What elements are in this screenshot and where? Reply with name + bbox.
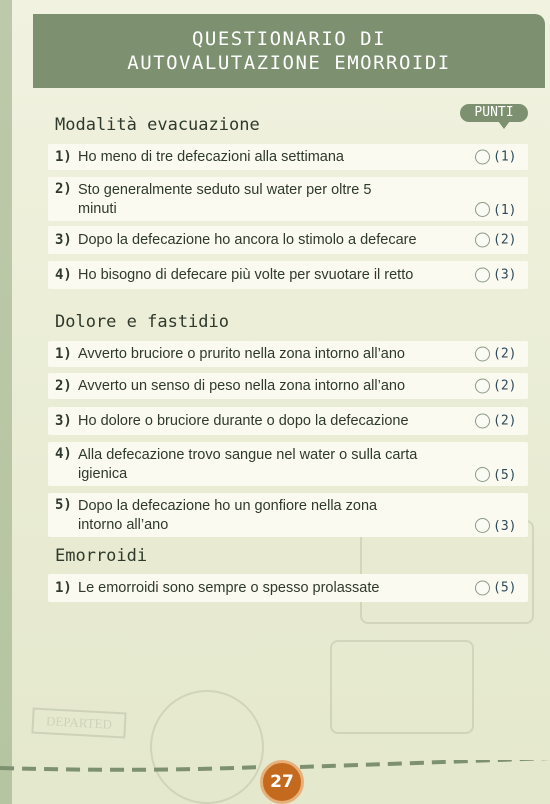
question-points: (3) <box>493 267 517 283</box>
question-text: Avverto bruciore o prurito nella zona intorno all’ano <box>78 346 405 362</box>
question-number: 3) <box>55 232 72 248</box>
question-row[interactable] <box>48 442 528 486</box>
question-text: Alla defecazione trovo sangue nel water o sulla carta igienica <box>78 447 418 482</box>
question-text: Le emorroidi sono sempre o spesso prolassate <box>78 580 380 596</box>
question-points: (5) <box>493 580 517 596</box>
question-row[interactable] <box>48 226 528 254</box>
question-row[interactable] <box>48 144 528 170</box>
question-number: 1) <box>55 346 72 362</box>
checkbox-circle-icon[interactable] <box>475 467 490 482</box>
question-row[interactable] <box>48 341 528 367</box>
question-points: (2) <box>493 346 517 362</box>
question-text: Dopo la defecazione ho un gonfiore nella zona intorno all’ano <box>78 498 378 533</box>
checkbox-circle-icon[interactable] <box>475 268 490 283</box>
question-text: Dopo la defecazione ho ancora lo stimolo a defecare <box>78 232 417 248</box>
question-points: (2) <box>493 413 517 429</box>
section-title-evacuazione: Modalità evacuazione <box>55 115 260 135</box>
question-number: 3) <box>55 413 72 429</box>
question-number: 1) <box>55 149 72 165</box>
question-points: (5) <box>493 468 517 483</box>
question-row[interactable] <box>48 407 528 435</box>
bg-stamp <box>150 690 264 804</box>
question-number: 4) <box>55 446 72 462</box>
question-number: 5) <box>55 497 72 513</box>
question-number: 1) <box>55 580 72 596</box>
question-points: (2) <box>493 378 517 394</box>
checkbox-circle-icon[interactable] <box>475 414 490 429</box>
question-text: Ho bisogno di defecare più volte per svuotare il retto <box>78 267 414 283</box>
checkbox-circle-icon[interactable] <box>475 233 490 248</box>
page-number-badge: 27 <box>260 760 304 804</box>
question-points: (1) <box>493 149 517 165</box>
page-title <box>33 14 545 88</box>
question-points: (1) <box>493 203 517 218</box>
question-row[interactable] <box>48 574 528 602</box>
punti-badge: PUNTI <box>460 104 528 122</box>
departed-stamp: DEPARTED <box>31 708 126 739</box>
question-row[interactable] <box>48 373 528 399</box>
checkbox-circle-icon[interactable] <box>475 347 490 362</box>
title-line-2: AUTOVALUTAZIONE EMORROIDI <box>127 52 451 74</box>
checkbox-circle-icon[interactable] <box>475 379 490 394</box>
question-row[interactable] <box>48 177 528 221</box>
question-text: Avverto un senso di peso nella zona intorno all’ano <box>78 378 406 394</box>
question-points: (3) <box>493 519 517 534</box>
punti-arrow-icon <box>498 121 510 129</box>
section-title-emorroidi: Emorroidi <box>55 546 148 566</box>
question-number: 4) <box>55 267 72 283</box>
question-number: 2) <box>55 181 72 197</box>
question-text: Ho meno di tre defecazioni alla settimana <box>78 149 344 165</box>
bg-stamp <box>330 640 474 734</box>
question-row[interactable] <box>48 261 528 289</box>
checkbox-circle-icon[interactable] <box>475 518 490 533</box>
question-text: Sto generalmente seduto sul water per oltre 5 minuti <box>78 182 372 217</box>
section-title-dolore: Dolore e fastidio <box>55 312 229 332</box>
checkbox-circle-icon[interactable] <box>475 150 490 165</box>
title-line-1: QUESTIONARIO DI <box>191 28 387 50</box>
question-points: (2) <box>493 232 517 248</box>
page-edge <box>0 0 12 804</box>
checkbox-circle-icon[interactable] <box>475 581 490 596</box>
question-text: Ho dolore o bruciore durante o dopo la defecazione <box>78 413 409 429</box>
question-row[interactable] <box>48 493 528 537</box>
question-number: 2) <box>55 378 72 394</box>
checkbox-circle-icon[interactable] <box>475 202 490 217</box>
